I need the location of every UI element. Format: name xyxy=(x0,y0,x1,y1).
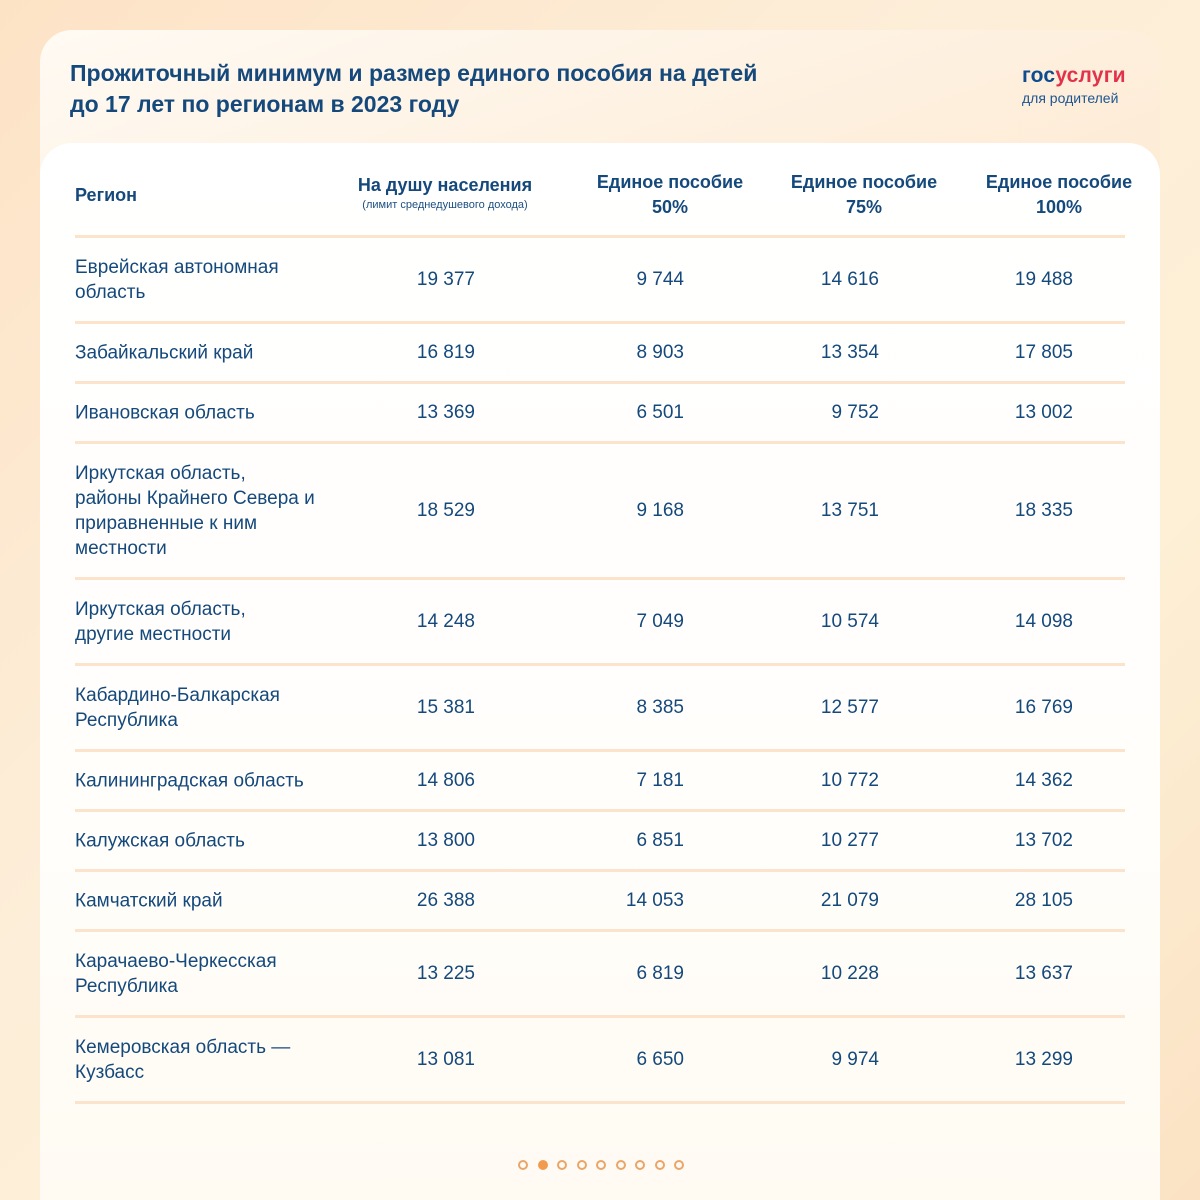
cell-benefit-75: 12 577 xyxy=(820,696,879,718)
page-dot-8[interactable] xyxy=(655,1160,665,1170)
cell-per-capita: 14 248 xyxy=(416,610,475,632)
cell-benefit-50: 7 181 xyxy=(636,769,684,791)
table-row xyxy=(75,872,1125,932)
cell-per-capita: 26 388 xyxy=(416,889,475,911)
cell-per-capita: 19 377 xyxy=(416,268,475,290)
page-dot-3[interactable] xyxy=(557,1160,567,1170)
cell-benefit-75: 21 079 xyxy=(820,889,879,911)
cell-benefit-75: 9 974 xyxy=(831,1048,879,1070)
cell-benefit-75: 10 277 xyxy=(820,829,879,851)
per-capita-label: На душу населения xyxy=(357,175,533,195)
cell-region: Калужская область xyxy=(75,830,245,851)
table-header xyxy=(75,143,1133,238)
cell-benefit-100: 13 637 xyxy=(1014,962,1073,984)
cell-benefit-50: 6 819 xyxy=(636,962,684,984)
page-dot-9[interactable] xyxy=(674,1160,684,1170)
page-dot-6[interactable] xyxy=(616,1160,626,1170)
cell-per-capita: 14 806 xyxy=(416,769,475,791)
logo-part-gos: гос xyxy=(1022,64,1056,87)
page-dot-2-active[interactable] xyxy=(538,1160,548,1170)
benefit-75-percent: 75% xyxy=(845,197,883,217)
cell-benefit-100: 14 098 xyxy=(1014,610,1073,632)
column-header-per-capita xyxy=(340,173,550,212)
benefit-100-label: Единое пособие xyxy=(985,172,1133,192)
cell-benefit-100: 13 299 xyxy=(1014,1048,1073,1070)
cell-benefit-75: 10 228 xyxy=(820,962,879,984)
cell-benefit-75: 10 772 xyxy=(820,769,879,791)
cell-region: Забайкальский край xyxy=(75,342,254,363)
cell-benefit-100: 18 335 xyxy=(1014,499,1073,521)
cell-benefit-100: 17 805 xyxy=(1014,341,1073,363)
page-dot-5[interactable] xyxy=(596,1160,606,1170)
page-header xyxy=(70,58,830,120)
page-dot-4[interactable] xyxy=(577,1160,587,1170)
column-header-benefit-100 xyxy=(964,170,1154,220)
cell-per-capita: 13 081 xyxy=(416,1048,475,1070)
page-title xyxy=(70,58,830,120)
cell-per-capita: 13 369 xyxy=(416,401,475,423)
cell-per-capita: 13 800 xyxy=(416,829,475,851)
cell-region: Кабардино-Балкарская Республика xyxy=(75,684,280,731)
cell-per-capita: 16 819 xyxy=(416,341,475,363)
cell-region: Еврейская автономная область xyxy=(75,256,279,303)
cell-region: Иркутская область, другие местности xyxy=(75,598,246,645)
table-row xyxy=(75,324,1125,384)
cell-per-capita: 15 381 xyxy=(416,696,475,718)
column-header-region: Регион xyxy=(75,185,137,205)
cell-benefit-100: 28 105 xyxy=(1014,889,1073,911)
table-row xyxy=(75,580,1125,666)
page-dot-1[interactable] xyxy=(518,1160,528,1170)
cell-benefit-75: 13 751 xyxy=(820,499,879,521)
cell-benefit-100: 19 488 xyxy=(1014,268,1073,290)
column-header-benefit-50 xyxy=(575,170,765,220)
cell-benefit-50: 6 650 xyxy=(636,1048,684,1070)
cell-region: Карачаево-Черкесская Республика xyxy=(75,950,277,997)
cell-benefit-75: 10 574 xyxy=(820,610,879,632)
table-row xyxy=(75,238,1125,324)
cell-benefit-100: 16 769 xyxy=(1014,696,1073,718)
cell-region: Иркутская область, районы Крайнего Севера и приравненные к ним местности xyxy=(75,462,315,559)
benefit-50-percent: 50% xyxy=(651,197,689,217)
column-header-benefit-75 xyxy=(769,170,959,220)
benefit-75-label: Единое пособие xyxy=(790,172,938,192)
table-row xyxy=(75,444,1125,580)
logo-part-uslugi: услуги xyxy=(1055,64,1126,87)
logo-wordmark xyxy=(1022,64,1126,88)
cell-benefit-75: 13 354 xyxy=(820,341,879,363)
pagination-dots xyxy=(518,1160,684,1170)
cell-benefit-50: 8 903 xyxy=(636,341,684,363)
per-capita-note: (лимит среднедушевого дохода) xyxy=(362,199,528,211)
cell-region: Кемеровская область — Кузбасс xyxy=(75,1036,291,1083)
benefit-50-label: Единое пособие xyxy=(596,172,744,192)
page-dot-7[interactable] xyxy=(635,1160,645,1170)
cell-benefit-75: 14 616 xyxy=(820,268,879,290)
cell-benefit-50: 6 851 xyxy=(636,829,684,851)
benefit-100-percent: 100% xyxy=(1035,197,1083,217)
title-line-1: Прожиточный минимум и размер единого пособия на детей xyxy=(70,60,758,86)
cell-region: Камчатский край xyxy=(75,890,223,911)
table-row xyxy=(75,666,1125,752)
table-row xyxy=(75,384,1125,444)
table-row xyxy=(75,812,1125,872)
cell-benefit-50: 6 501 xyxy=(636,401,684,423)
cell-benefit-100: 13 002 xyxy=(1014,401,1073,423)
cell-benefit-75: 9 752 xyxy=(831,401,879,423)
table-row xyxy=(75,932,1125,1018)
cell-per-capita: 18 529 xyxy=(416,499,475,521)
cell-per-capita: 13 225 xyxy=(416,962,475,984)
gosuslugi-logo xyxy=(1022,64,1126,106)
cell-region: Калининградская область xyxy=(75,770,304,791)
cell-benefit-50: 14 053 xyxy=(625,889,684,911)
cell-benefit-50: 9 744 xyxy=(636,268,684,290)
cell-benefit-50: 8 385 xyxy=(636,696,684,718)
cell-benefit-100: 13 702 xyxy=(1014,829,1073,851)
data-table xyxy=(40,143,1160,1200)
title-line-2: до 17 лет по регионам в 2023 году xyxy=(70,91,460,117)
cell-benefit-50: 9 168 xyxy=(636,499,684,521)
table-row xyxy=(75,1018,1125,1104)
cell-benefit-100: 14 362 xyxy=(1014,769,1073,791)
cell-benefit-50: 7 049 xyxy=(636,610,684,632)
table-body xyxy=(75,238,1125,1104)
cell-region: Ивановская область xyxy=(75,402,255,423)
table-row xyxy=(75,752,1125,812)
logo-subtitle: для родителей xyxy=(1022,90,1119,106)
